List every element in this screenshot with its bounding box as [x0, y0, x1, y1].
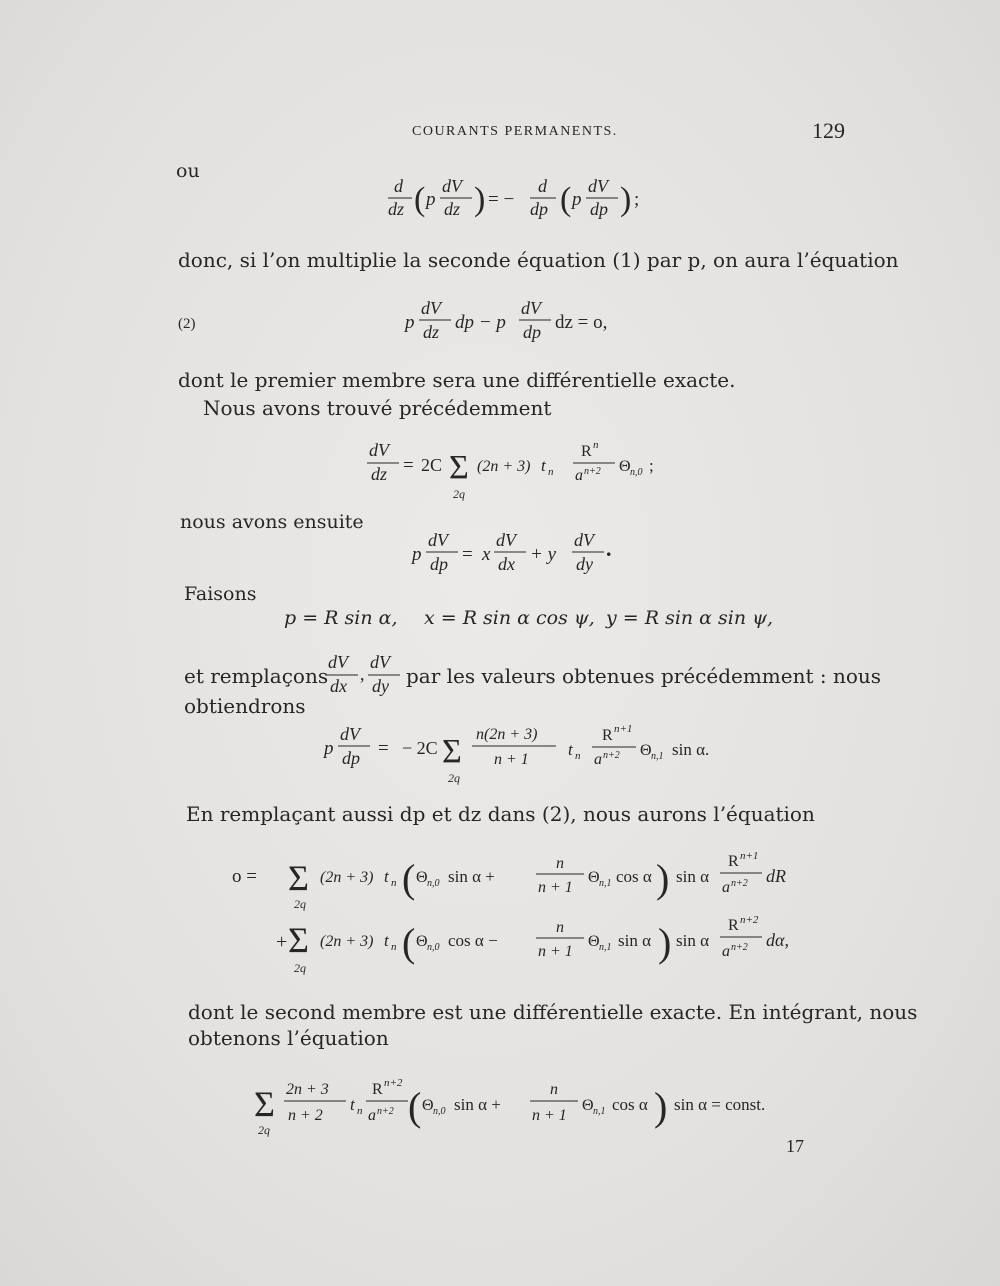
- svg-text:n+2: n+2: [377, 1106, 394, 1117]
- svg-text:Σ: Σ: [254, 1084, 275, 1124]
- svg-text:dV: dV: [369, 440, 389, 460]
- svg-text:n+2: n+2: [384, 1077, 403, 1089]
- svg-text:): ): [656, 856, 670, 901]
- svg-text:Σ: Σ: [288, 920, 309, 960]
- svg-text:n(2n + 3): n(2n + 3): [476, 726, 538, 743]
- svg-text:dx: dx: [498, 554, 515, 574]
- svg-text:sin α: sin α: [676, 867, 709, 886]
- svg-text:n,1: n,1: [599, 942, 612, 953]
- svg-text:.: .: [606, 536, 612, 561]
- svg-text:(: (: [408, 1084, 422, 1129]
- svg-text:n: n: [391, 877, 397, 889]
- equation-dv-dz: [365, 434, 685, 504]
- text-valeurs: par les valeurs obtenues précédemment : nous: [406, 664, 882, 688]
- svg-text:n: n: [357, 1105, 363, 1117]
- svg-text:n: n: [593, 439, 599, 451]
- svg-text:;: ;: [634, 189, 640, 210]
- svg-text:cos α: cos α: [612, 1095, 648, 1114]
- svg-text:;: ;: [649, 456, 654, 475]
- equation-derivative-identity: [380, 170, 680, 230]
- paragraph-found: Nous avons trouvé précédemment: [203, 396, 552, 420]
- svg-text:2n + 3: 2n + 3: [286, 1081, 329, 1098]
- svg-text:(: (: [414, 181, 426, 218]
- svg-text:t: t: [541, 456, 546, 475]
- svg-text:= −: = −: [488, 189, 515, 210]
- svg-text:a: a: [368, 1107, 376, 1124]
- svg-text:(: (: [402, 856, 416, 901]
- svg-text:(: (: [560, 181, 572, 218]
- svg-text:Θ: Θ: [588, 869, 600, 886]
- svg-text:2C: 2C: [421, 455, 443, 475]
- text-faisons: Faisons: [184, 583, 257, 605]
- svg-text:Σ: Σ: [449, 449, 469, 486]
- svg-text:2q: 2q: [448, 771, 460, 785]
- svg-text:n+1: n+1: [614, 723, 633, 735]
- svg-text:Θ: Θ: [422, 1097, 434, 1114]
- svg-text:t: t: [350, 1095, 355, 1114]
- svg-text:dp: dp: [430, 554, 448, 574]
- paragraph-multiply: donc, si l’on multiplie la seconde équation (1) par p, on aura l’équation: [178, 248, 899, 272]
- svg-text:dp: dp: [590, 199, 608, 219]
- equation-x-def: x = R sin α cos ψ,: [424, 607, 595, 629]
- svg-text:Σ: Σ: [288, 858, 309, 898]
- svg-text:p: p: [412, 544, 422, 565]
- svg-text:sin α +: sin α +: [454, 1095, 501, 1114]
- svg-text:2q: 2q: [258, 1123, 270, 1137]
- svg-text:n: n: [575, 750, 581, 762]
- svg-text:p: p: [426, 189, 436, 210]
- svg-text:Θ: Θ: [588, 933, 600, 950]
- svg-text:sin α = const.: sin α = const.: [674, 1095, 766, 1114]
- svg-text:Θ: Θ: [582, 1097, 594, 1114]
- paragraph-ensuite: nous avons ensuite: [180, 511, 364, 533]
- svg-text:2q: 2q: [294, 961, 306, 975]
- svg-text:sin α.: sin α.: [672, 740, 710, 759]
- svg-text:d: d: [538, 176, 547, 196]
- svg-text:R: R: [581, 443, 592, 460]
- svg-text:cos α −: cos α −: [448, 931, 498, 950]
- equation-p-dv-dp: [412, 524, 652, 584]
- equation-p-dv-dp-result: [324, 718, 744, 790]
- svg-text:dV: dV: [421, 298, 441, 318]
- equation-big-line-2: [270, 910, 830, 976]
- equation-number-2: (2): [178, 316, 196, 332]
- svg-text:o =: o =: [232, 866, 257, 887]
- svg-text:dp − p: dp − p: [455, 312, 506, 333]
- svg-text:(2n + 3): (2n + 3): [477, 458, 531, 475]
- svg-text:p: p: [405, 312, 415, 333]
- svg-text:n: n: [391, 941, 397, 953]
- svg-text:R: R: [728, 853, 739, 870]
- svg-text:Σ: Σ: [442, 733, 462, 770]
- svg-text:dz: dz: [444, 199, 461, 219]
- svg-text:(2n + 3): (2n + 3): [320, 869, 374, 886]
- svg-text:sin α +: sin α +: [448, 867, 495, 886]
- equation-big-line-1: [232, 848, 812, 914]
- svg-text:a: a: [575, 467, 583, 484]
- svg-text:n: n: [548, 466, 554, 478]
- fractions-dv-dx-dv-dy: [324, 648, 404, 704]
- svg-text:R: R: [728, 917, 739, 934]
- svg-text:d: d: [394, 176, 403, 196]
- svg-text:dV: dV: [588, 176, 608, 196]
- text-obtiendrons: obtiendrons: [184, 694, 306, 718]
- svg-text:n,0: n,0: [427, 878, 440, 889]
- svg-text:): ): [474, 181, 486, 218]
- svg-text:n,0: n,0: [630, 467, 643, 478]
- equation-final: [254, 1072, 814, 1140]
- svg-text:p: p: [572, 189, 582, 210]
- svg-text:=: =: [462, 544, 473, 565]
- svg-text:dz: dz: [423, 322, 440, 342]
- svg-text:n: n: [550, 1081, 558, 1098]
- svg-text:n+1: n+1: [740, 850, 759, 862]
- svg-text:): ): [658, 920, 672, 965]
- svg-text:dp: dp: [530, 199, 548, 219]
- svg-text:t: t: [384, 867, 389, 886]
- paragraph-remplacant: En remplaçant aussi dp et dz dans (2), nous aurons l’équation: [186, 802, 815, 826]
- svg-text:dα,: dα,: [766, 930, 789, 950]
- equation-y-def: y = R sin α sin ψ,: [606, 607, 774, 629]
- svg-text:dp: dp: [342, 748, 360, 768]
- svg-text:dV: dV: [328, 652, 348, 672]
- svg-text:dV: dV: [496, 530, 516, 550]
- svg-text:a: a: [722, 879, 730, 896]
- svg-text:sin α: sin α: [676, 931, 709, 950]
- svg-text:Θ: Θ: [619, 458, 631, 475]
- svg-text:t: t: [384, 931, 389, 950]
- svg-text:R: R: [602, 727, 613, 744]
- svg-text:Θ: Θ: [416, 933, 428, 950]
- svg-text:Θ: Θ: [640, 742, 652, 759]
- svg-text:dV: dV: [574, 530, 594, 550]
- svg-text:dy: dy: [372, 676, 389, 696]
- svg-text:n,1: n,1: [599, 878, 612, 889]
- svg-text:n: n: [556, 855, 564, 872]
- svg-text:R: R: [372, 1081, 383, 1098]
- svg-text:cos α: cos α: [616, 867, 652, 886]
- svg-text:): ): [620, 181, 632, 218]
- svg-text:n,0: n,0: [433, 1106, 446, 1117]
- svg-text:n+2: n+2: [603, 750, 620, 761]
- paragraph-integrant: dont le second membre est une différentielle exacte. En intégrant, nous: [188, 1000, 918, 1024]
- svg-text:dx: dx: [330, 676, 347, 696]
- equation-p-def: p = R sin α,: [284, 607, 398, 629]
- page-number: 129: [812, 118, 845, 143]
- svg-text:a: a: [594, 751, 602, 768]
- svg-text:n + 1: n + 1: [538, 879, 573, 896]
- svg-text:n: n: [556, 919, 564, 936]
- svg-text:n+2: n+2: [740, 914, 759, 926]
- svg-text:2q: 2q: [294, 897, 306, 911]
- paragraph-obtenons: obtenons l’équation: [188, 1026, 389, 1050]
- signature-mark: 17: [786, 1136, 804, 1156]
- equation-2: [405, 292, 665, 352]
- svg-text:+: +: [276, 931, 288, 953]
- text-ou: ou: [176, 160, 200, 182]
- svg-text:a: a: [722, 943, 730, 960]
- svg-text:n+2: n+2: [731, 878, 748, 889]
- svg-text:n + 1: n + 1: [538, 943, 573, 960]
- svg-text:dV: dV: [442, 176, 462, 196]
- svg-text:t: t: [568, 740, 573, 759]
- running-title: COURANTS PERMANENTS.: [412, 124, 618, 139]
- svg-text:dp: dp: [523, 322, 541, 342]
- svg-text:Θ: Θ: [416, 869, 428, 886]
- svg-text:dV: dV: [370, 652, 390, 672]
- svg-text:x: x: [482, 544, 491, 565]
- svg-text:dz = o,: dz = o,: [555, 312, 608, 333]
- svg-text:n,1: n,1: [651, 751, 664, 762]
- svg-text:,: ,: [360, 664, 365, 684]
- svg-text:+ y: + y: [530, 544, 557, 565]
- svg-text:2q: 2q: [453, 487, 465, 501]
- text-remplacons: et remplaçons: [184, 664, 329, 688]
- svg-text:): ): [654, 1084, 668, 1129]
- svg-text:dR: dR: [766, 866, 786, 886]
- svg-text:(2n + 3): (2n + 3): [320, 933, 374, 950]
- paragraph-exact-differential: dont le premier membre sera une différentielle exacte.: [178, 368, 736, 392]
- svg-text:p: p: [324, 738, 334, 759]
- svg-text:dz: dz: [371, 464, 388, 484]
- svg-text:n + 2: n + 2: [288, 1107, 323, 1124]
- svg-text:sin α: sin α: [618, 931, 651, 950]
- svg-text:dV: dV: [340, 724, 360, 744]
- svg-text:=: =: [378, 738, 389, 759]
- svg-text:dz: dz: [388, 199, 405, 219]
- svg-text:n,0: n,0: [427, 942, 440, 953]
- svg-text:n + 1: n + 1: [494, 751, 529, 768]
- svg-text:dV: dV: [521, 298, 541, 318]
- svg-text:n+2: n+2: [584, 466, 601, 477]
- svg-text:n,1: n,1: [593, 1106, 606, 1117]
- svg-text:dy: dy: [576, 554, 593, 574]
- svg-text:(: (: [402, 920, 416, 965]
- svg-text:dV: dV: [428, 530, 448, 550]
- svg-text:n + 1: n + 1: [532, 1107, 567, 1124]
- svg-text:n+2: n+2: [731, 942, 748, 953]
- svg-text:=: =: [403, 455, 414, 476]
- svg-text:− 2C: − 2C: [402, 738, 438, 758]
